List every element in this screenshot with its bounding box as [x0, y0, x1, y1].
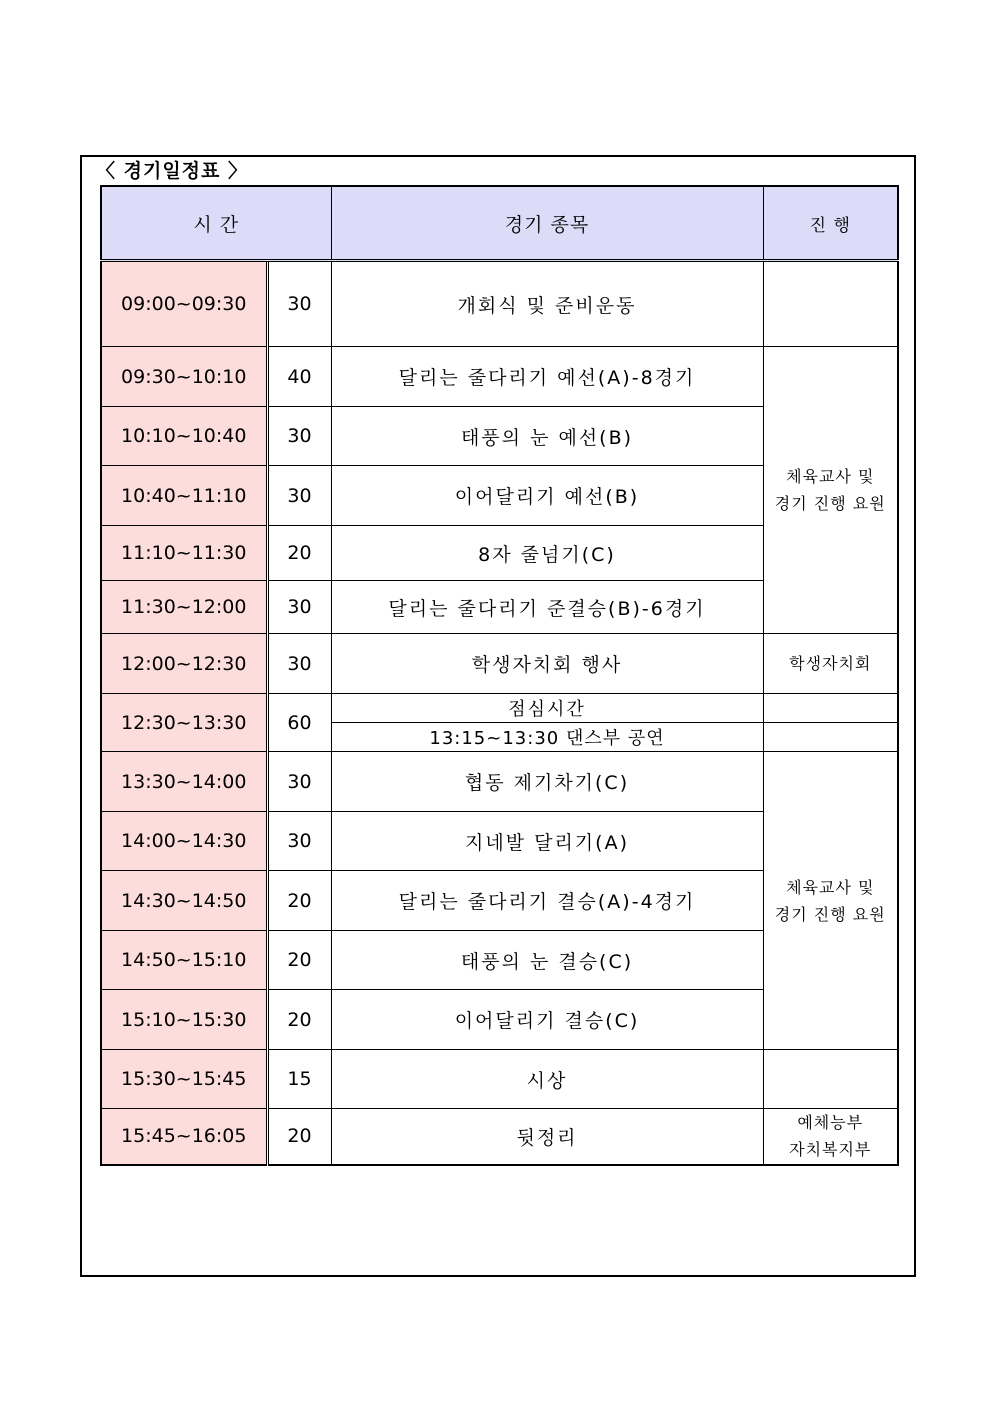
duration-cell: 30	[267, 812, 331, 871]
lead-line: 경기 진행 요원	[774, 904, 886, 924]
duration-cell: 15	[267, 1050, 331, 1109]
duration-cell: 30	[267, 752, 331, 812]
time-cell: 14:30~14:50	[101, 871, 267, 931]
event-cell: 달리는 줄다리기 준결승(B)-6경기	[331, 581, 763, 634]
header-lead: 진 행	[763, 186, 898, 261]
table-row	[101, 261, 898, 347]
time-cell: 13:30~14:00	[101, 752, 267, 812]
time-cell: 09:30~10:10	[101, 347, 267, 407]
lead-cell	[763, 694, 898, 723]
lead-cell	[763, 1050, 898, 1109]
event-cell: 13:15~13:30 댄스부 공연	[331, 723, 763, 752]
lead-cell-last	[763, 1109, 898, 1165]
duration-cell: 30	[267, 581, 331, 634]
time-cell: 11:30~12:00	[101, 581, 267, 634]
header-row	[101, 186, 898, 261]
table-row	[101, 694, 898, 723]
duration-cell: 20	[267, 526, 331, 581]
time-cell: 10:40~11:10	[101, 466, 267, 526]
event-cell: 태풍의 눈 결승(C)	[331, 931, 763, 990]
header-event: 경기 종목	[331, 186, 763, 261]
duration-cell: 30	[267, 634, 331, 694]
event-cell: 달리는 줄다리기 결승(A)-4경기	[331, 871, 763, 931]
event-cell: 시상	[331, 1050, 763, 1109]
event-cell: 점심시간	[331, 694, 763, 723]
time-cell: 15:10~15:30	[101, 990, 267, 1050]
event-cell: 지네발 달리기(A)	[331, 812, 763, 871]
event-cell: 달리는 줄다리기 예선(A)-8경기	[331, 347, 763, 407]
lead-line: 체육교사 및	[786, 877, 875, 897]
time-cell: 15:45~16:05	[101, 1109, 267, 1165]
table-row	[101, 347, 898, 407]
table-row	[101, 752, 898, 812]
schedule-caption: 〈 경기일정표 〉	[96, 160, 248, 182]
lead-cell	[763, 723, 898, 752]
lead-cell: 학생자치회	[763, 634, 898, 694]
lead-line: 자치복지부	[789, 1140, 872, 1160]
event-cell: 이어달리기 예선(B)	[331, 466, 763, 526]
time-cell: 11:10~11:30	[101, 526, 267, 581]
time-cell: 14:50~15:10	[101, 931, 267, 990]
table-row	[101, 634, 898, 694]
schedule-table	[100, 185, 899, 1166]
lead-cell-group-1	[763, 347, 898, 634]
time-cell: 12:00~12:30	[101, 634, 267, 694]
event-cell: 개회식 및 준비운동	[331, 261, 763, 347]
event-cell: 뒷정리	[331, 1109, 763, 1165]
lead-line: 예체능부	[797, 1113, 864, 1133]
duration-cell: 30	[267, 261, 331, 347]
duration-cell: 20	[267, 1109, 331, 1165]
time-cell: 12:30~13:30	[101, 694, 267, 752]
duration-cell: 30	[267, 407, 331, 466]
time-cell: 09:00~09:30	[101, 261, 267, 347]
duration-cell: 20	[267, 871, 331, 931]
header-time: 시 간	[101, 186, 331, 261]
time-cell: 10:10~10:40	[101, 407, 267, 466]
lead-line: 경기 진행 요원	[774, 494, 886, 513]
event-cell: 학생자치회 행사	[331, 634, 763, 694]
duration-cell: 60	[267, 694, 331, 752]
time-cell: 14:00~14:30	[101, 812, 267, 871]
table-row	[101, 1050, 898, 1109]
event-cell: 이어달리기 결승(C)	[331, 990, 763, 1050]
duration-cell: 20	[267, 931, 331, 990]
duration-cell: 30	[267, 466, 331, 526]
lead-cell	[763, 261, 898, 347]
duration-cell: 20	[267, 990, 331, 1050]
event-cell: 8자 줄넘기(C)	[331, 526, 763, 581]
event-cell: 태풍의 눈 예선(B)	[331, 407, 763, 466]
time-cell: 15:30~15:45	[101, 1050, 267, 1109]
duration-cell: 40	[267, 347, 331, 407]
lead-line: 체육교사 및	[786, 467, 875, 486]
table-row	[101, 1109, 898, 1165]
lead-cell-group-2	[763, 752, 898, 1050]
event-cell: 협동 제기차기(C)	[331, 752, 763, 812]
